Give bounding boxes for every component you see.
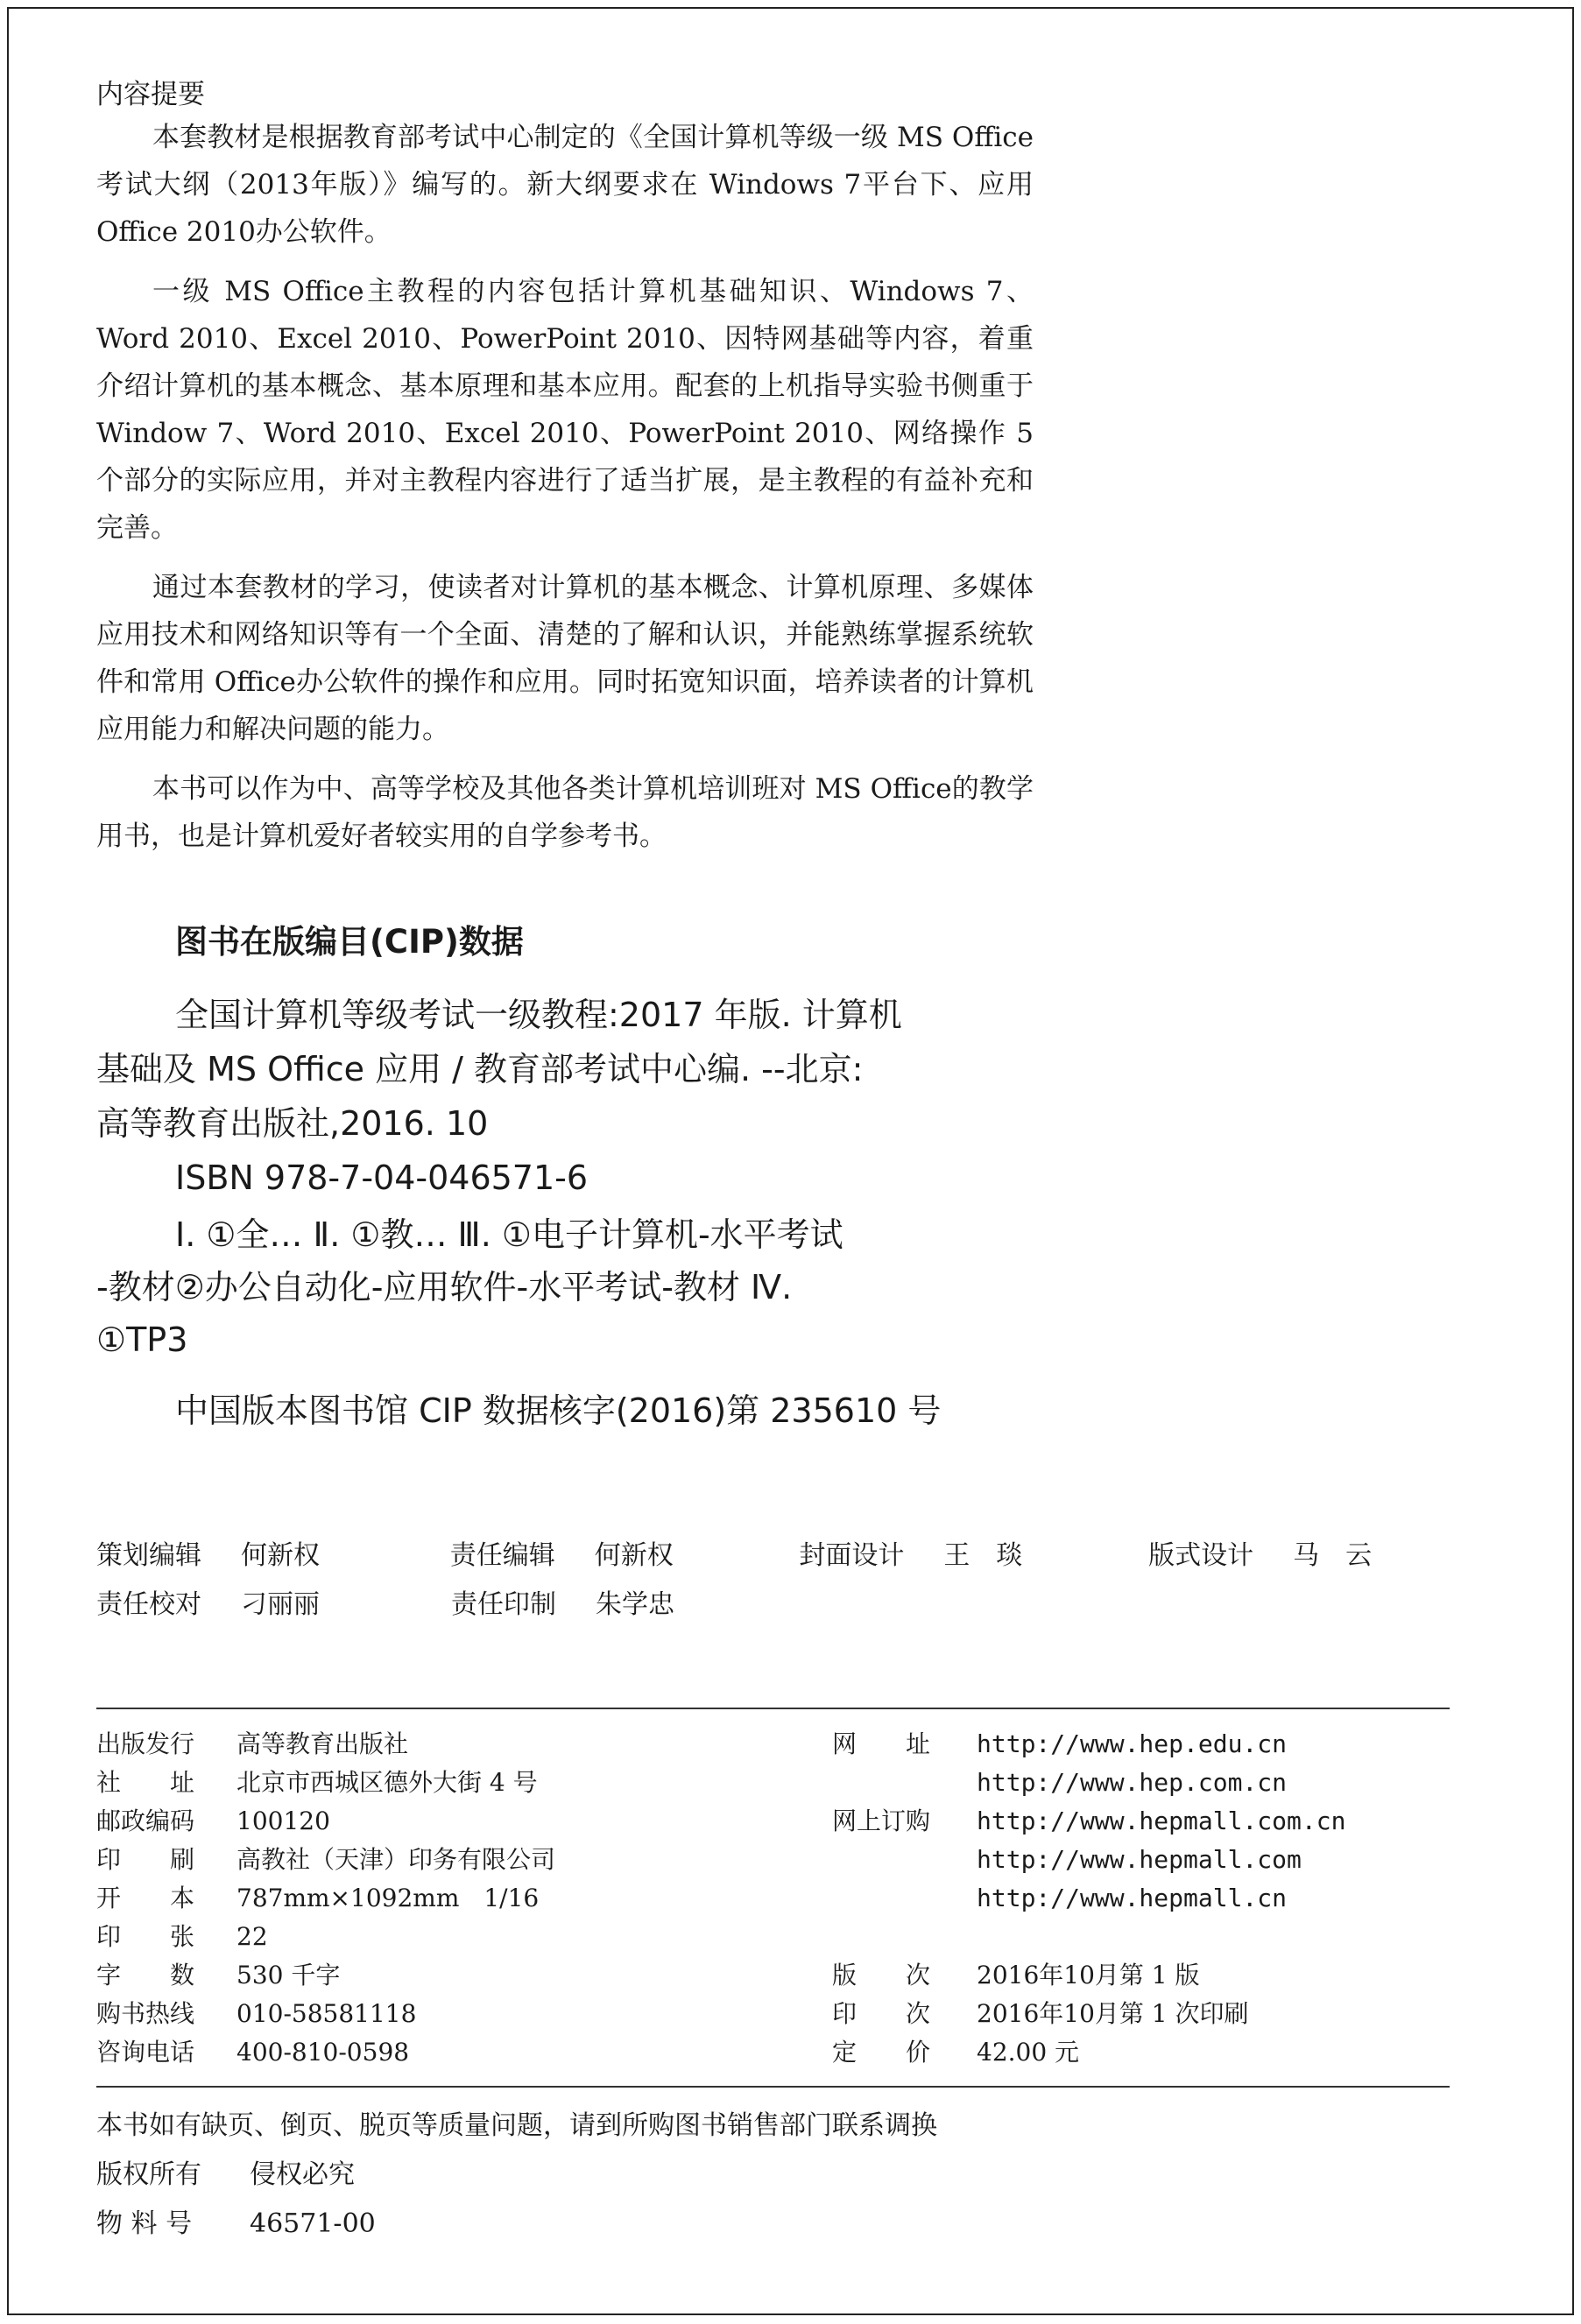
footer-notice: 本书如有缺页、倒页、脱页等质量问题，请到所购图书销售部门联系调换 <box>96 2110 937 2141</box>
publishing-info-left <box>96 1725 555 2072</box>
pub-label: 定 价 <box>832 2038 931 2067</box>
cip-class-line-2: -教材②办公自动化-应用软件-水平考试-教材 Ⅳ. <box>96 1268 793 1306</box>
cip-book-line-3: 高等教育出版社,2016. 10 <box>96 1104 489 1143</box>
cip-class-line-1: Ⅰ. ①全… Ⅱ. ①教… Ⅲ. ①电子计算机-水平考试 <box>175 1215 843 1254</box>
editor-credit <box>96 1533 450 1572</box>
material-label: 物 料 号 <box>96 2208 193 2239</box>
pub-row <box>832 1879 1345 1918</box>
web-url-link[interactable]: http://www.hep.edu.cn <box>977 1729 1288 1758</box>
rights-value: 侵权必究 <box>250 2159 355 2190</box>
rights-label: 版权所有 <box>96 2159 201 2190</box>
editor-role: 责任印制 <box>451 1589 556 1620</box>
editor-name: 刁丽丽 <box>241 1589 320 1620</box>
editor-role: 策划编辑 <box>96 1540 201 1571</box>
footer-row <box>96 2151 937 2200</box>
summary-paragraph-3: 通过本套教材的学习，使读者对计算机的基本概念、计算机原理、多媒体应用技术和网络知识等有一个全面、清楚的了解和认识，并能熟练掌握系统软件和常用 Office办公软件的操作和应用。同时拓宽知识面，培养读者的计算机应用能力和解决问题的能力。 <box>96 572 1034 745</box>
summary-paragraph-2: 一级 MS Office主教程的内容包括计算机基础知识、Windows 7、Word 2010、Excel 2010、PowerPoint 2010、因特网基础等内容，着重介绍计算机的基本概念、基本原理和基本应用。配套的上机指导实验书侧重于 Window 7、Word 2010、Excel 2010、PowerPoint 2010、网络操作 5个部分的实际应用，并对主教程内容进行了适当扩展，是主教程的有益补充和完善。 <box>96 276 1034 544</box>
pub-label: 购书热线 <box>96 1999 195 2028</box>
pub-row <box>96 1802 555 1841</box>
publishing-info-right <box>832 1725 1345 2072</box>
editor-role: 责任校对 <box>96 1589 201 1620</box>
pub-label: 印 次 <box>832 1999 931 2028</box>
editor-credit <box>1148 1533 1463 1572</box>
order-url-link[interactable]: http://www.hepmall.com.cn <box>977 1806 1346 1835</box>
pub-value: 22 <box>236 1922 268 1951</box>
pub-value: 100120 <box>236 1806 330 1835</box>
pub-value: 400-810-0598 <box>236 2038 410 2067</box>
editor-credits <box>96 1528 1463 1626</box>
pub-label: 出版发行 <box>96 1729 195 1758</box>
pub-value: 787mm×1092mm 1/16 <box>236 1884 540 1912</box>
pub-label: 咨询电话 <box>96 2038 195 2067</box>
pub-row <box>832 1802 1345 1841</box>
pub-row <box>96 1956 555 1995</box>
web-label: 网 址 <box>832 1729 931 1758</box>
editor-name: 马 云 <box>1293 1540 1373 1571</box>
pub-label: 字 数 <box>96 1961 195 1989</box>
pub-label: 邮政编码 <box>96 1806 195 1835</box>
cip-isbn: ISBN 978-7-04-046571-6 <box>175 1158 589 1197</box>
editor-row <box>96 1528 1463 1577</box>
order-url-link[interactable]: http://www.hepmall.cn <box>977 1884 1288 1912</box>
cip-book-entry <box>96 988 1095 1205</box>
editor-row <box>96 1577 1463 1626</box>
divider-bottom <box>96 2086 1450 2088</box>
pub-row <box>96 1995 555 2033</box>
summary-title: 内容提要 <box>96 79 205 110</box>
pub-label: 印 刷 <box>96 1845 195 1874</box>
pub-row <box>96 1879 555 1918</box>
editor-name: 朱学忠 <box>596 1589 674 1620</box>
pub-value: 高等教育出版社 <box>236 1729 409 1758</box>
web-url-link[interactable]: http://www.hep.com.cn <box>977 1768 1288 1797</box>
cip-book-line-1: 全国计算机等级考试一级教程:2017 年版. 计算机 <box>175 996 902 1034</box>
summary-paragraph-1: 本套教材是根据教育部考试中心制定的《全国计算机等级一级 MS Office考试大纲（2013年版）》编写的。新大纲要求在 Windows 7平台下、应用 Office 2010办公软件。 <box>96 122 1034 248</box>
pub-value: 530 千字 <box>236 1961 341 1989</box>
pub-label: 社 址 <box>96 1768 195 1797</box>
cip-title: 图书在版编目(CIP)数据 <box>175 923 524 961</box>
editor-name: 何新权 <box>594 1540 674 1571</box>
pub-row <box>832 1995 1345 2033</box>
pub-value: 北京市西城区德外大街 4 号 <box>236 1768 538 1797</box>
pub-value: 高教社（天津）印务有限公司 <box>236 1845 556 1874</box>
cip-record-number: 中国版本图书馆 CIP 数据核字(2016)第 235610 号 <box>175 1391 942 1430</box>
pub-row <box>832 1956 1345 1995</box>
pub-row <box>96 1764 555 1802</box>
editor-name: 王 琰 <box>943 1540 1023 1571</box>
pub-row <box>832 2033 1345 2072</box>
pub-row <box>96 1918 555 1956</box>
editor-role: 版式设计 <box>1148 1540 1254 1571</box>
pub-label: 开 本 <box>96 1884 195 1912</box>
order-url-link[interactable]: http://www.hepmall.com <box>977 1845 1302 1874</box>
pub-label: 版 次 <box>832 1961 931 1989</box>
pub-value: 42.00 元 <box>977 2038 1080 2067</box>
summary-paragraph-4: 本书可以作为中、高等学校及其他各类计算机培训班对 MS Office的教学用书，也是计算机爱好者较实用的自学参考书。 <box>96 773 1034 852</box>
editor-role: 责任编辑 <box>449 1540 555 1571</box>
pub-label: 印 张 <box>96 1922 195 1951</box>
pub-row <box>832 1725 1345 1764</box>
material-value: 46571-00 <box>250 2208 376 2239</box>
editor-credit <box>451 1582 801 1621</box>
pub-row <box>96 2033 555 2072</box>
divider-top <box>96 1708 1450 1709</box>
summary-body <box>96 114 1034 872</box>
pub-value: 010-58581118 <box>236 1999 417 2028</box>
cip-class-line-3: ①TP3 <box>96 1320 188 1359</box>
editor-role: 封面设计 <box>799 1540 905 1571</box>
editor-credit <box>96 1582 451 1621</box>
pub-row <box>832 1764 1345 1802</box>
editor-credit <box>450 1533 800 1572</box>
pub-row <box>96 1725 555 1764</box>
order-label: 网上订购 <box>832 1806 931 1835</box>
pub-row <box>832 1841 1345 1879</box>
pub-value: 2016年10月第 1 版 <box>977 1961 1200 1989</box>
editor-name: 何新权 <box>241 1540 320 1571</box>
pub-value: 2016年10月第 1 次印刷 <box>977 1999 1249 2028</box>
cip-classification <box>96 1208 1104 1366</box>
editor-credit <box>799 1533 1148 1572</box>
pub-row <box>96 1841 555 1879</box>
footer <box>96 2102 937 2249</box>
footer-row <box>96 2200 937 2249</box>
cip-book-line-2: 基础及 MS Office 应用 / 教育部考试中心编. --北京: <box>96 1050 864 1088</box>
